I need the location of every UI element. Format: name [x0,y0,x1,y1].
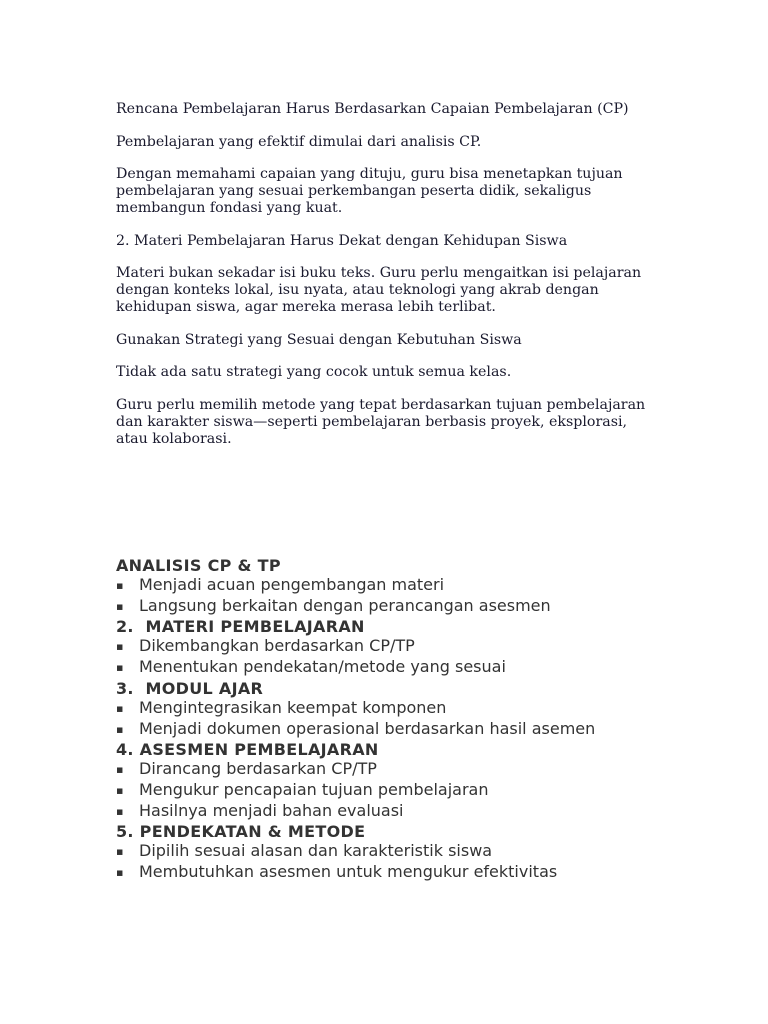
list-item-text: Menentukan pendekatan/metode yang sesuai [139,657,506,677]
list-item [116,719,676,740]
bullet-marker: ▪ [116,722,124,736]
intro-paragraph: Guru perlu memilih metode yang tepat berdasarkan tujuan pembelajaran dan karakter siswa—seperti pembelajaran berbasis proyek, eksplorasi, atau kolaborasi. [116,396,646,447]
bullet-marker: ▪ [116,866,124,880]
intro-heading-strategi: Gunakan Strategi yang Sesuai dengan Kebutuhan Siswa [116,331,522,348]
list-item [116,801,676,822]
section-title: 5. PENDEKATAN & METODE [116,822,366,842]
list-item [116,657,676,678]
section-title: 3. MODUL AJAR [116,678,264,698]
list-item [116,596,676,617]
list-item-text: Mengukur pencapaian tujuan pembelajaran [139,780,489,800]
bullet-marker: ▪ [116,640,124,654]
bullet-marker: ▪ [116,701,124,715]
list-item-text: Dipilih sesuai alasan dan karakteristik siswa [139,841,493,861]
section-title: ANALISIS CP & TP [116,556,281,575]
list-item-text: Mengintegrasikan keempat komponen [139,697,447,717]
intro-text-block [116,101,656,463]
list-item [116,841,676,862]
bullet-marker: ▪ [116,845,124,859]
list-item [116,759,676,780]
list-item-text: Dirancang berdasarkan CP/TP [139,758,377,778]
list-item-text: Dikembangkan berdasarkan CP/TP [139,636,415,656]
section-title: 4. ASESMEN PEMBELAJARAN [116,739,379,759]
list-item-text: Langsung berkaitan dengan perancangan asesmen [139,596,551,616]
intro-paragraph: Tidak ada satu strategi yang cocok untuk semua kelas. [116,364,512,380]
bullet-marker: ▪ [116,600,124,614]
bullet-marker: ▪ [116,579,124,593]
list-item-text: Menjadi dokumen operasional berdasarkan hasil asemen [139,718,596,738]
section-title: 2. MATERI PEMBELAJARAN [116,617,365,637]
intro-heading-materi: 2. Materi Pembelajaran Harus Dekat dengan Kehidupan Siswa [116,232,568,249]
bullet-marker: ▪ [116,805,124,819]
intro-paragraph: Pembelajaran yang efektif dimulai dari analisis CP. [116,133,482,150]
list-item [116,575,676,596]
intro-paragraph: Dengan memahami capaian yang dituju, guru bisa menetapkan tujuan pembelajaran yang sesuai perkembangan peserta didik, sekaligus membangun fondasi yang kuat. [116,166,623,216]
list-item [116,698,676,719]
bullet-marker: ▪ [116,661,124,675]
list-item [116,636,676,657]
intro-heading-cp: Rencana Pembelajaran Harus Berdasarkan Capaian Pembelajaran (CP) [116,101,629,117]
bullet-marker: ▪ [116,762,124,776]
list-item-text: Membutuhkan asesmen untuk mengukur efektivitas [139,862,558,882]
list-item [116,862,676,883]
list-item-text: Menjadi acuan pengembangan materi [139,575,445,595]
bullet-marker: ▪ [116,784,124,798]
outline-list [116,556,676,884]
intro-paragraph: Materi bukan sekadar isi buku teks. Guru perlu mengaitkan isi pelajaran dengan konteks lokal, isu nyata, atau teknologi yang akrab dengan kehidupan siswa, agar mereka merasa lebih terlibat. [116,265,642,315]
list-item [116,780,676,801]
list-item-text: Hasilnya menjadi bahan evaluasi [139,801,404,821]
